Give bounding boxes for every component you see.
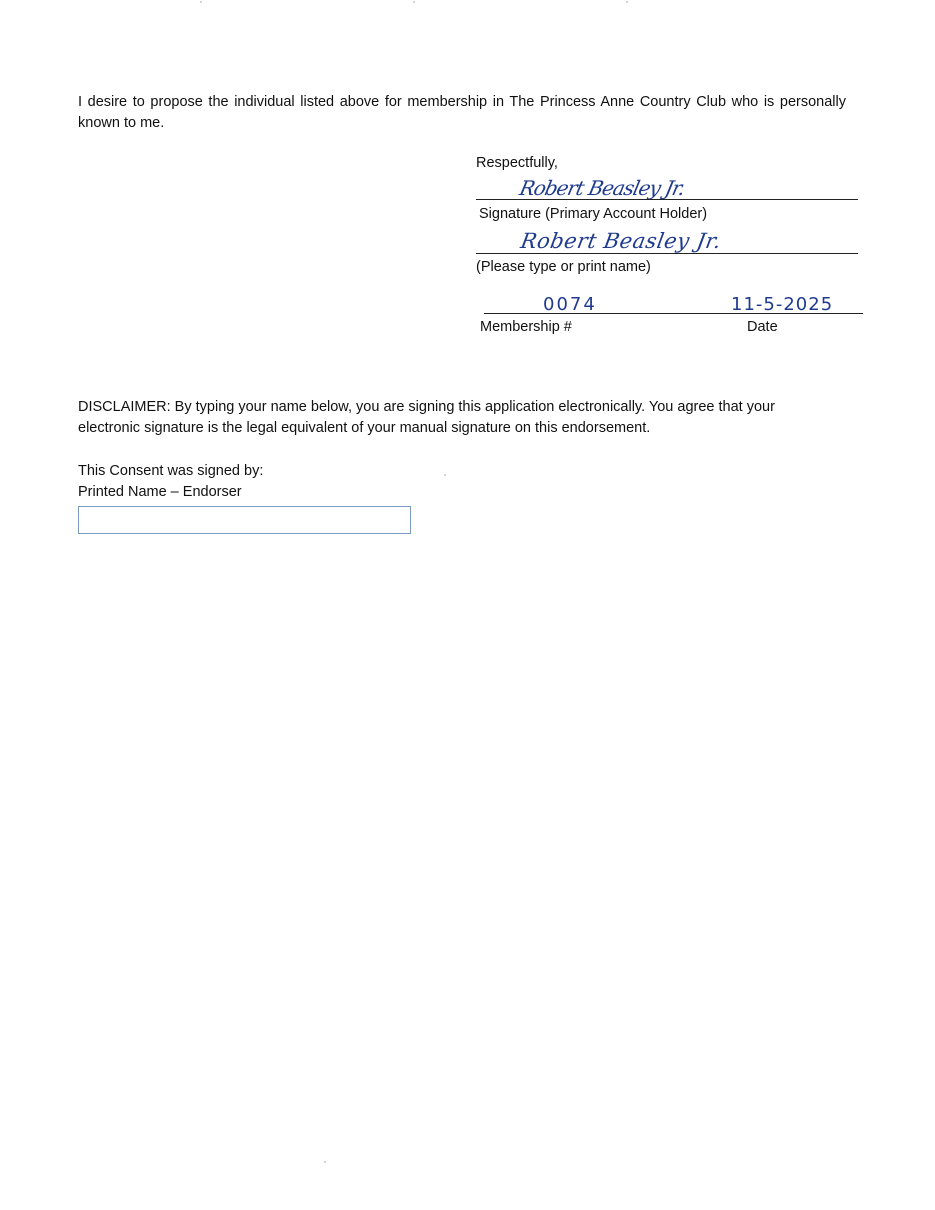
handwritten-printed-name: Robert Beasley Jr.	[518, 229, 724, 253]
scan-speck	[324, 1161, 326, 1163]
endorser-name-input[interactable]	[78, 506, 411, 534]
scan-speck	[626, 1, 628, 3]
handwritten-signature: Robert Beasley Jr.	[517, 176, 687, 200]
consent-signed-by-label: This Consent was signed by:	[78, 463, 264, 479]
scan-speck	[200, 1, 202, 3]
printed-name-endorser-label: Printed Name – Endorser	[78, 484, 242, 500]
membership-number-value: 0074	[543, 294, 597, 315]
disclaimer-paragraph: DISCLAIMER: By typing your name below, you are signing this application electronically. You agree that your electronic signature is the legal equivalent of your manual signature on this endorsement.	[78, 399, 775, 436]
closing-text: Respectfully,	[476, 155, 558, 171]
intro-paragraph: I desire to propose the individual listed above for membership in The Princess Anne Country Club who is personally known to me.	[78, 94, 846, 131]
printed-name-line	[476, 253, 858, 254]
signature-line	[476, 199, 858, 200]
membership-date-line	[484, 313, 863, 314]
scan-speck	[444, 474, 446, 476]
scan-speck	[413, 1, 415, 3]
membership-caption: Membership #	[480, 319, 572, 335]
date-caption: Date	[747, 319, 778, 335]
printed-name-caption: (Please type or print name)	[476, 259, 651, 275]
consent-block	[78, 461, 263, 503]
date-value: 11-5-2025	[731, 294, 834, 315]
signature-caption: Signature (Primary Account Holder)	[479, 206, 708, 222]
